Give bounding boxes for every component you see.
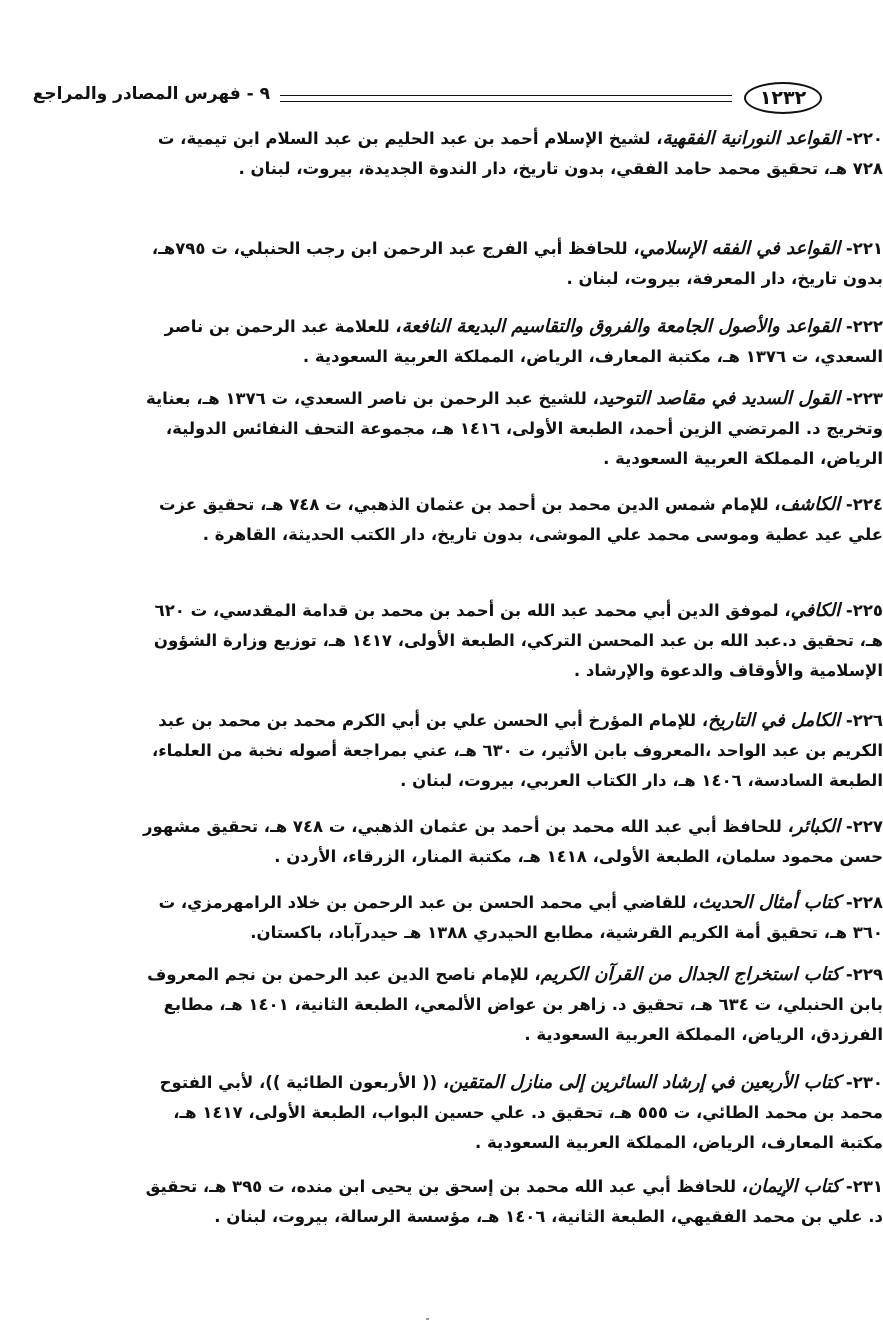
entry-title: كتاب الإيمان (748, 1176, 841, 1197)
entry-details: ، للقاضي أبي محمد الحسن بن عبد الرحمن بن خلاد الرامهرمزي، ت ٣٦٠ هـ، تحقيق أمة الكريم القرشية، مطابع الحيدري ١٣٨٨ هـ حيدرآباد، باكستان. (158, 893, 883, 942)
entry-number: ٢٢٠- (845, 129, 883, 148)
entry-number: ٢٣٠- (845, 1073, 883, 1092)
bibliography-entry (137, 706, 883, 796)
entry-number: ٢٢٧- (845, 817, 883, 836)
page-header (32, 82, 822, 126)
entry-title: الكبائر (793, 816, 841, 837)
bibliography-entry (137, 234, 883, 294)
entry-title: الكافي (790, 600, 841, 621)
bibliography-entry (137, 888, 883, 948)
entry-title: الكاشف (780, 494, 841, 515)
entry-details: ، للحافظ أبي عبد الله محمد بن أحمد بن عثمان الذهبي، ت ٧٤٨ هـ، تحقيق مشهور حسن محمود سلمان، الطبعة الأولى، ١٤١٨ هـ، مكتبة المنار، الزرقاء، الأردن . (143, 817, 883, 866)
entry-details: ، للإمام ناصح الدين عبد الرحمن بن نجم المعروف بابن الحنبلي، ت ٦٣٤ هـ، تحقيق د. زاهر بن عواض الألمعي، الطبعة الثانية، ١٤٠١ هـ، مطابع الفرزدق، الرياض، المملكة العربية السعودية . (147, 965, 883, 1044)
entry-details: ، للإمام شمس الدين محمد بن أحمد بن عثمان الذهبي، ت ٧٤٨ هـ، تحقيق عزت علي عيد عطية وموسى محمد علي الموشى، بدون تاريخ، دار الكتب الحديثة، القاهرة . (158, 495, 883, 544)
entry-details: ، (( الأربعون الطائية ))، لأبي الفتوح محمد بن محمد الطائي، ت ٥٥٥ هـ، تحقيق د. علي حسين البواب، الطبعة الأولى، ١٤١٧ هـ، مكتبة المعارف، الرياض، المملكة العربية السعودية . (159, 1073, 883, 1152)
entry-number: ٢٢٥- (845, 601, 883, 620)
entry-details: ، للعلامة عبد الرحمن بن ناصر السعدي، ت ١٣٧٦ هـ، مكتبة المعارف، الرياض، المملكة العربية السعودية . (164, 317, 883, 366)
entry-title: الكامل في التاريخ (708, 710, 841, 731)
bibliography-entry (137, 384, 883, 474)
running-title: ٩ - فهرس المصادر والمراجع (32, 84, 270, 104)
entry-title: القواعد في الفقه الإسلامي (639, 238, 841, 259)
entry-details: ، للحافظ أبي الفرج عبد الرحمن ابن رجب الحنبلي، ت ٧٩٥هـ، بدون تاريخ، دار المعرفة، بيروت، لبنان . (151, 239, 883, 288)
entry-number: ٢٢٦- (845, 711, 883, 730)
bibliography-entry (137, 960, 883, 1050)
entry-title: القواعد والأصول الجامعة والفروق والتقاسيم البديعة النافعة (401, 316, 841, 337)
entry-details: ، لموفق الدين أبي محمد عبد الله بن أحمد بن محمد بن قدامة المقدسي، ت ٦٢٠ هـ، تحقيق د.عبد الله بن عبد المحسن التركي، الطبعة الأولى، ١٤١٧ هـ، توزيع وزارة الشؤون الإسلامية والأوقاف والدعوة والإرشاد . (153, 601, 883, 680)
entry-number: ٢٢٨- (845, 893, 883, 912)
entry-number: ٢٢١- (845, 239, 883, 258)
entry-title: القول السديد في مقاصد التوحيد (598, 388, 841, 409)
entry-number: ٢٢٣- (845, 389, 883, 408)
bibliography-entry (137, 1172, 883, 1232)
entry-title: كتاب استخراج الجدال من القرآن الكريم (540, 964, 841, 985)
bibliography-entry (137, 124, 883, 184)
entry-number: ٢٢٩- (845, 965, 883, 984)
page-number: ١٢٣٢ (744, 82, 822, 114)
entry-title: القواعد النورانية الفقهية (662, 128, 841, 149)
bibliography-entry (137, 1068, 883, 1158)
entry-number: ٢٢٤- (845, 495, 883, 514)
entry-details: ، لشيخ الإسلام أحمد بن عبد الحليم بن عبد السلام ابن تيمية، ت ٧٢٨ هـ، تحقيق محمد حامد الفقي، بدون تاريخ، دار الندوة الجديدة، بيروت، لبنان . (157, 129, 883, 178)
bibliography-entry (137, 312, 883, 372)
header-rule (280, 95, 732, 102)
entry-title: كتاب الأربعين في إرشاد السائرين إلى منازل المتقين (449, 1072, 841, 1093)
bibliography-entry (137, 596, 883, 686)
entry-details: ، للشيخ عبد الرحمن بن ناصر السعدي، ت ١٣٧٦ هـ، بعناية وتخريج د. المرتضي الزين أحمد، الطبعة الأولى، ١٤١٦ هـ، مجموعة التحف النفائس الدولية، الرياض، المملكة العربية السعودية . (145, 389, 883, 468)
bibliography-entry (137, 812, 883, 872)
scan-speck (426, 1318, 429, 1320)
entry-details: ، للإمام المؤرخ أبي الحسن علي بن أبي الكرم محمد بن محمد بن عبد الكريم بن عبد الواحد ،المعروف بابن الأثير، ت ٦٣٠ هـ، عني بمراجعة أصوله نخبة من العلماء، الطبعة السادسة، ١٤٠٦ هـ، دار الكتاب العربي، بيروت، لبنان . (151, 711, 883, 790)
entry-number: ٢٢٢- (845, 317, 883, 336)
bibliography-entry (137, 490, 883, 550)
entry-details: ، للحافظ أبي عبد الله محمد بن إسحق بن يحيى ابن منده، ت ٣٩٥ هـ، تحقيق د. علي بن محمد الفقيهي، الطبعة الثانية، ١٤٠٦ هـ، مؤسسة الرسالة، بيروت، لبنان . (145, 1177, 883, 1226)
entry-number: ٢٣١- (845, 1177, 883, 1196)
entry-title: كتاب أمثال الحديث (698, 892, 841, 913)
